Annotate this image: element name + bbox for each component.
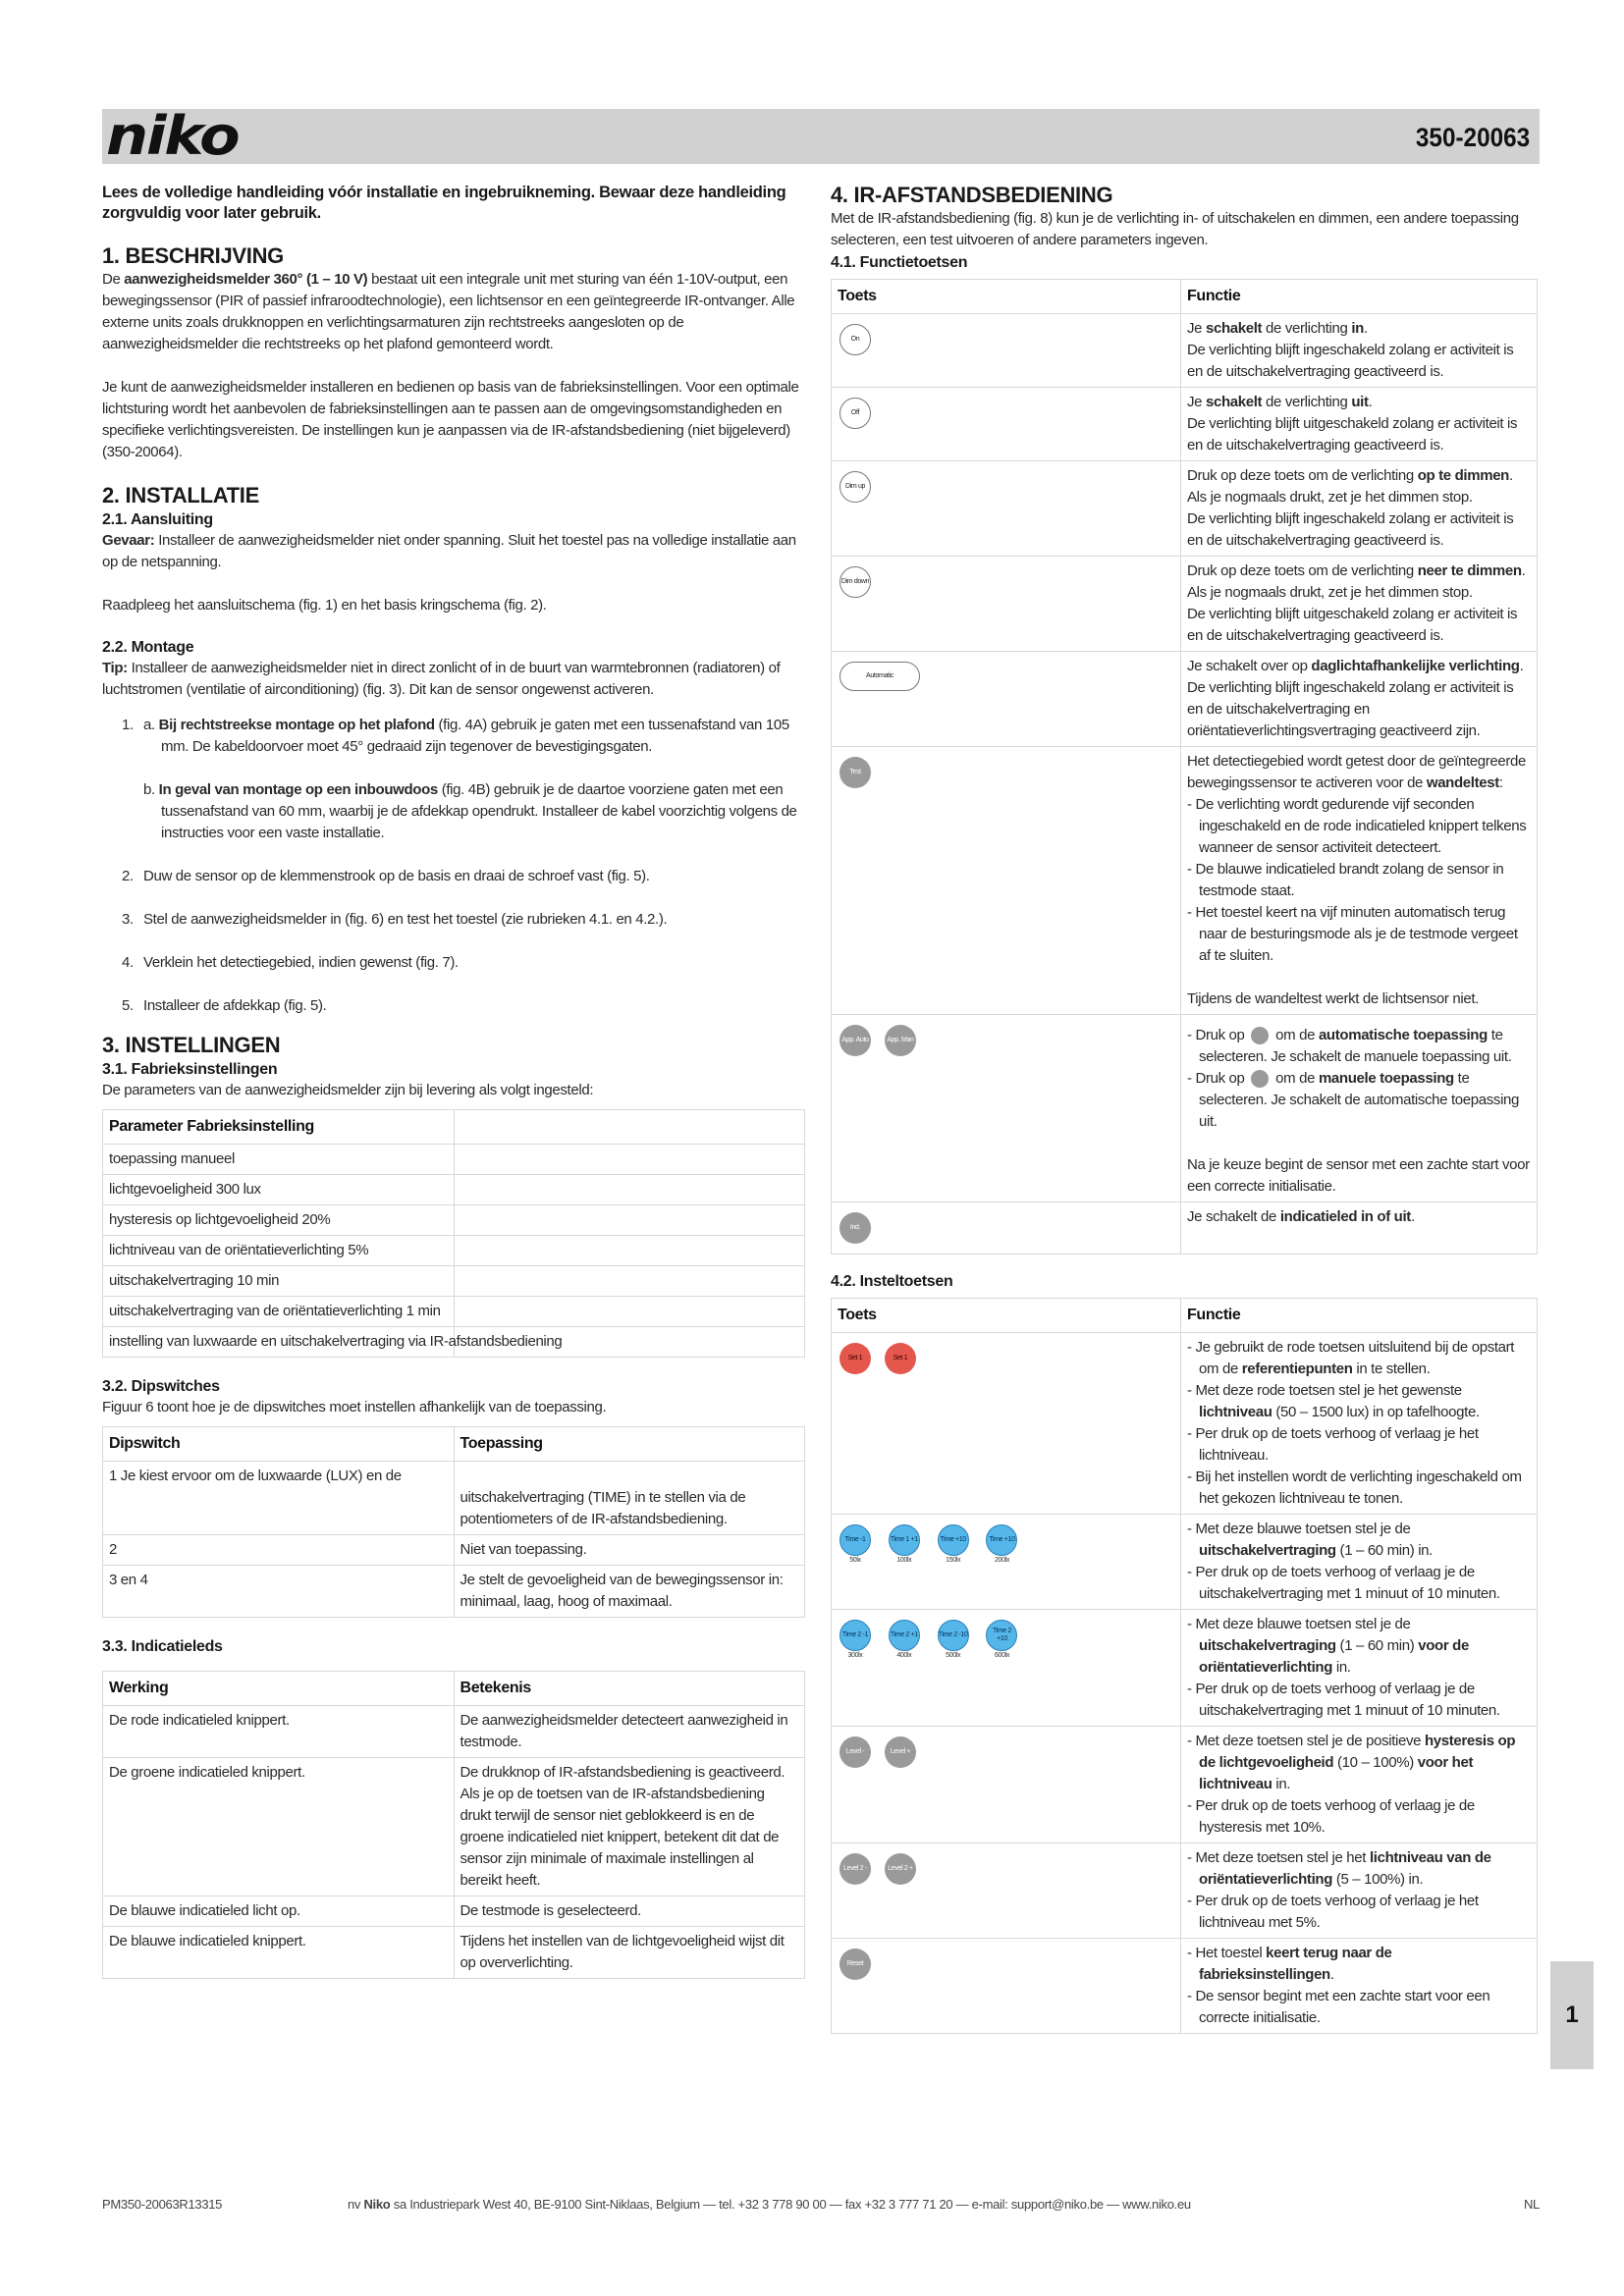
time-2-minus-1-button-icon: Time 2 -1 xyxy=(839,1620,871,1651)
danger-warning: Gevaar: Installeer de aanwezigheidsmelder niet onder spanning. Sluit het toestel pas na volledige installatie aan op de netspanning. xyxy=(102,532,796,570)
table-row: lichtniveau van de oriëntatieverlichting 5% xyxy=(103,1236,805,1266)
table-row: Test Het detectiegebied wordt getest door de geïntegreerde bewegingssensor te activeren voor de wandeltest: - De verlichting wordt gedurende vijf seconden ingeschakeld en de rode indicatieled knippert telkens wanneer de sensor activiteit detecteert. - De blauwe indicatieled brandt zolang de sensor in testmode staat. - Het toestel keert na vijf minuten automatisch terug naar de besturingsmode als je de testmode vergeet af te sluiten. Tijdens de wandeltest werkt de lichtsensor niet. xyxy=(832,747,1538,1015)
set-1-plus-button-icon: Set 1 xyxy=(885,1343,916,1374)
subsection-3-2-title: 3.2. Dipswitches xyxy=(102,1378,220,1395)
table-row: De rode indicatieled knippert. De aanwezigheidsmelder detecteert aanwezigheid in testmode. xyxy=(103,1706,805,1758)
off-button-icon: Off xyxy=(839,398,871,429)
section-1-title: 1. BESCHRIJVING xyxy=(102,243,284,268)
step-1a: a. Bij rechtstreekse montage op het plafond (fig. 4A) gebruik je gaten met een tussenafstand van 105 mm. De kabeldoorvoer moet 45° gedraaid zijn tegenover de bevestigingsgaten. xyxy=(143,717,789,755)
level-plus-button-icon: Level + xyxy=(885,1736,916,1768)
company-address: nv Niko sa Industriepark West 40, BE-9100 Sint-Niklaas, Belgium — tel. +32 3 778 90 00 — fax +32 3 777 71 20 — e-mail: support@niko.be — www.niko.eu xyxy=(348,2197,1191,2212)
language-code: NL xyxy=(1523,2197,1540,2212)
test-button-icon: Test xyxy=(839,757,871,788)
right-column xyxy=(831,183,1538,2034)
automatic-button-icon: Automatic xyxy=(839,662,920,691)
table-row: Automatic Je schakelt over op daglichtafhankelijke verlichting. De verlichting blijft ingeschakeld zolang er activiteit is en de uitschakelvertraging en oriëntatieverlichtingsvertraging geactiveerd zijn. xyxy=(832,652,1538,747)
subsection-3-1-title: 3.1. Fabrieksinstellingen xyxy=(102,1061,278,1078)
table-row: Set 1 Set 1 - Je gebruikt de rode toetsen uitsluitend bij de opstart om de referentiepunten in te stellen. - Met deze rode toetsen stel je het gewenste lichtniveau (50 – 1500 lux) in op tafelhoogte. - Per druk op de toets verhoog of verlaag je het lichtniveau. - Bij het instellen wordt de verlichting ingeschakeld om het gekozen lichtniveau te tonen. xyxy=(832,1333,1538,1515)
intro-text: Lees de volledige handleiding vóór installatie en ingebruikneming. Bewaar deze handleiding zorgvuldig voor later gebruik. xyxy=(102,184,786,222)
header-bar xyxy=(102,105,1540,167)
step-5: 5. Installeer de afdekkap (fig. 5). xyxy=(122,997,327,1014)
indicator-leds-table: Werking Betekenis De rode indicatieled knippert. De aanwezigheidsmelder detecteert aanwezigheid in testmode. De groene indicatieled knippert. De drukknop of IR-afstandsbediening is geactiveerd. Als je op de toetsen van de IR-afstandsbediening drukt terwijl de sensor niet geblokkeerd is en de groene indicatieled niet knippert, betekent dit dat de sensor zijn minimale of maximale instellingen al bereikt heeft. De blauwe indicatieled licht op. De testmode is geselecteerd. De blauwe indicatieled knippert. Tijdens het instellen van de lichtgevoeligheid wijst dit op oververlichting. xyxy=(102,1671,805,1979)
time-minus-1-button-icon: Time -1 xyxy=(839,1524,871,1556)
left-column xyxy=(102,183,805,1979)
level-2-minus-button-icon: Level 2 - xyxy=(839,1853,871,1885)
table-row: Ind. Je schakelt de indicatieled in of uit. xyxy=(832,1202,1538,1255)
time-plus-10-button-icon: Time +10 xyxy=(986,1524,1017,1556)
setting-keys-table: Toets Functie Set 1 Set 1 - Je gebruikt de rode toetsen uitsluitend bij de opstart om de referentiepunten in te stellen. - Met deze rode toetsen stel je het gewenste lichtniveau (50 – 1500 lux) in op tafelhoogte. - Per druk op de toets verhoog of verlaag je het lichtniveau. - Bij het instellen wordt de verlichting ingeschakeld om het gekozen lichtniveau te tonen. Time -1 50lx Time 1 +1 100lx Time +10 150lx Time +10 200lx - Met deze blauwe toetsen stel je de uitschakelvertraging (1 – 60 min) in. - Per druk op de toets verhoog of verlaag je de uitschakelvertraging met 1 minuut of 10 minuten. Time 2 -1 300lx Time 2 +1 400lx Time 2 -10 500lx Time 2 +10 600lx - Met deze blauwe toetsen stel je de uitschakelvertraging (1 – 60 min) voor de oriëntatieverlichting in. - Per druk op de toets verhoog of verlaag je de uitschakelvertraging met 1 minuut of 10 minuten. Level - Level + - Met deze toetsen stel je de positieve hysteresis op de lichtgevoeligheid (10 – 100%) voor het lichtniveau in. - Per druk op de toets verhoog of verlaag je de hysteresis met 10%. Level 2 - Level 2 + - Met deze toetsen stel je het lichtniveau van de oriëntatieverlichting (5 – 100%) in. - Per druk op de toets verhoog of verlaag je het lichtniveau met 5%. Reset - Het toestel keert terug naar de fabrieksinstellingen. - De sensor begint met een zachte start voor een correcte initialisatie. xyxy=(831,1298,1538,2034)
table-row: instelling van luxwaarde en uitschakelvertraging via IR-afstandsbediening xyxy=(103,1327,805,1358)
table-row: Reset - Het toestel keert terug naar de fabrieksinstellingen. - De sensor begint met een zachte start voor een correcte initialisatie. xyxy=(832,1939,1538,2034)
step-1: 1. a. Bij rechtstreekse montage op het plafond (fig. 4A) gebruik je gaten met een tussenafstand van 105 mm. De kabeldoorvoer moet 45° gedraaid zijn tegenover de bevestigingsgaten. b. In geval van montage op een inbouwdoos (fig. 4B) gebruik je de daartoe voorziene gaten met een tussenafstand van 60 mm, waarbij je de afdekkap opendrukt. Installeer de kabel voorzichtig volgens de instructies voor een vaste installatie. xyxy=(102,715,805,844)
subsection-2-1-title: 2.1. Aansluiting xyxy=(102,511,213,528)
section-1-paragraph-2: Je kunt de aanwezigheidsmelder installeren en bedienen op basis van de fabrieksinstellingen. Voor een optimale lichtsturing wordt het aanbevolen de fabrieksinstellingen aan te passen aan de omgevingsomstandigheden en specifieke verlichtingsvereisten. De instellingen kun je aanpassen via de IR-afstandsbediening (niet bijgeleverd) (350-20064). xyxy=(102,379,799,460)
section-4-title: 4. IR-AFSTANDSBEDIENING xyxy=(831,183,1113,207)
table-row: Time -1 50lx Time 1 +1 100lx Time +10 150lx Time +10 200lx - Met deze blauwe toetsen stel je de uitschakelvertraging (1 – 60 min) in. - Per druk op de toets verhoog of verlaag je de uitschakelvertraging met 1 minuut of 10 minuten. xyxy=(832,1515,1538,1610)
table-row: Dim down Druk op deze toets om de verlichting neer te dimmen. Als je nogmaals drukt, zet je het dimmen stop. De verlichting blijft uitgeschakeld zolang er activiteit is en de uitschakelvertraging geactiveerd is. xyxy=(832,557,1538,652)
page-number-tab: 1 xyxy=(1550,1961,1594,2069)
subsection-3-3-title: 3.3. Indicatieleds xyxy=(102,1638,223,1655)
section-2-title: 2. INSTALLATIE xyxy=(102,483,259,507)
time-plus-1-button-icon: Time 1 +1 xyxy=(889,1524,920,1556)
table-row: Level 2 - Level 2 + - Met deze toetsen stel je het lichtniveau van de oriëntatieverlichting (5 – 100%) in. - Per druk op de toets verhoog of verlaag je het lichtniveau met 5%. xyxy=(832,1843,1538,1939)
table-row: uitschakelvertraging 10 min xyxy=(103,1266,805,1297)
table-row: Off Je schakelt de verlichting uit. De verlichting blijft uitgeschakeld zolang er activiteit is en de uitschakelvertraging geactiveerd is. xyxy=(832,388,1538,461)
app-man-mini-icon xyxy=(1251,1070,1269,1088)
table-row: Level - Level + - Met deze toetsen stel je de positieve hysteresis op de lichtgevoeligheid (10 – 100%) voor het lichtniveau in. - Per druk op de toets verhoog of verlaag je de hysteresis met 10%. xyxy=(832,1727,1538,1843)
time-2-plus-10-button-icon: Time 2 +10 xyxy=(986,1620,1017,1651)
function-keys-table: Toets Functie On Je schakelt de verlichting in. De verlichting blijft ingeschakeld zolang er activiteit is en de uitschakelvertraging geactiveerd is. Off Je schakelt de verlichting uit. De verlichting blijft uitgeschakeld zolang er activiteit is en de uitschakelvertraging geactiveerd is. Dim up Druk op deze toets om de verlichting op te dimmen. Als je nogmaals drukt, zet je het dimmen stop. De verlichting blijft ingeschakeld zolang er activiteit is en de uitschakelvertraging geactiveerd is. Dim down Druk op deze toets om de verlichting neer te dimmen. Als je nogmaals drukt, zet je het dimmen stop. De verlichting blijft uitgeschakeld zolang er activiteit is en de uitschakelvertraging geactiveerd is. Automatic Je schakelt over op daglichtafhankelijke verlichting. De verlichting blijft ingeschakeld zolang er activiteit is en de uitschakelvertraging en oriëntatieverlichtingsvertraging geactiveerd zijn. Test Het detectiegebied wordt getest door de geïntegreerde bewegingssensor te activeren voor de wandeltest: - De verlichting wordt gedurende vijf seconden ingeschakeld en de rode indicatieled knippert telkens wanneer de sensor activiteit detecteert. - De blauwe indicatieled brandt zolang de sensor in testmode staat. - Het toestel keert na vijf minuten automatisch terug naar de besturingsmode als je de testmode vergeet af te sluiten. Tijdens de wandeltest werkt de lichtsensor niet. App. Auto App. Man - Druk op om de automatische toepassing te selecteren. Je schakelt de manuele toepassing uit. - Druk op om de manuele toepassing te selecteren. Je schakelt de automatische toepassing uit. Na je keuze begint de sensor met een zachte start voor een correcte initialisatie. Ind. Je schakelt de indicatieled in of uit. xyxy=(831,279,1538,1255)
section-1-paragraph-1: De aanwezigheidsmelder 360° (1 – 10 V) bestaat uit een integrale unit met sturing van één 1-10V-output, een bewegingssensor (PIR of passief infraroodtechnologie), een lichtsensor en een geïntegreerde IR-ontvanger. Alle externe units zoals drukknoppen en verlichtingsarmaturen zijn rechtstreeks aangesloten op de aanwezigheidsmelder die rechtstreeks op het plafond gemonteerd wordt. xyxy=(102,271,795,352)
time-minus-10-button-icon: Time +10 xyxy=(938,1524,969,1556)
subsection-4-2-title: 4.2. Insteltoetsen xyxy=(831,1273,953,1290)
factory-settings-table xyxy=(102,1109,805,1358)
table-row: Time 2 -1 300lx Time 2 +1 400lx Time 2 -10 500lx Time 2 +10 600lx - Met deze blauwe toetsen stel je de uitschakelvertraging (1 – 60 min) voor de oriëntatieverlichting in. - Per druk op de toets verhoog of verlaag je de uitschakelvertraging met 1 minuut of 10 minuten. xyxy=(832,1610,1538,1727)
mounting-tip: Tip: Installeer de aanwezigheidsmelder niet in direct zonlicht of in de buurt van warmtebronnen (radiatoren) of luchtstromen (ventilatie of airconditioning) (fig. 3). Dit kan de sensor ongewenst activeren. xyxy=(102,660,781,698)
table-row: Dim up Druk op deze toets om de verlichting op te dimmen. Als je nogmaals drukt, zet je het dimmen stop. De verlichting blijft ingeschakeld zolang er activiteit is en de uitschakelvertraging geactiveerd is. xyxy=(832,461,1538,557)
section-3-title: 3. INSTELLINGEN xyxy=(102,1033,281,1057)
step-4: 4. Verklein het detectiegebied, indien gewenst (fig. 7). xyxy=(122,954,459,971)
factory-settings-intro: De parameters van de aanwezigheidsmelder zijn bij levering als volgt ingesteld: xyxy=(102,1082,594,1098)
table-row: lichtgevoeligheid 300 lux xyxy=(103,1175,805,1205)
dim-down-button-icon: Dim down xyxy=(839,566,871,598)
document-number: 350-20063 xyxy=(1415,123,1530,152)
dipswitch-table: Dipswitch Toepassing 1 Je kiest ervoor om de luxwaarde (LUX) en de uitschakelvertraging (TIME) in te stellen via de potentiometers of de IR-afstandsbediening. 2 Niet van toepassing. 3 en 4 Je stelt de gevoeligheid van de bewegingssensor in: minimaal, laag, hoog of maximaal. xyxy=(102,1426,805,1618)
reset-button-icon: Reset xyxy=(839,1949,871,1980)
wiring-reference: Raadpleeg het aansluitschema (fig. 1) en het basis kringschema (fig. 2). xyxy=(102,597,547,614)
table-row: 1 Je kiest ervoor om de luxwaarde (LUX) en de uitschakelvertraging (TIME) in te stellen via de potentiometers of de IR-afstandsbediening. xyxy=(103,1462,805,1535)
app-man-button-icon: App. Man xyxy=(885,1025,916,1056)
ind-button-icon: Ind. xyxy=(839,1212,871,1244)
table-row: uitschakelvertraging van de oriëntatieverlichting 1 min xyxy=(103,1297,805,1327)
niko-logo: niko xyxy=(106,105,239,167)
section-4-intro: Met de IR-afstandsbediening (fig. 8) kun je de verlichting in- of uitschakelen en dimmen, een andere toepassing selecteren, een test uitvoeren of andere parameters ingeven. xyxy=(831,210,1519,248)
table-row: hysteresis op lichtgevoeligheid 20% xyxy=(103,1205,805,1236)
time-2-plus-1-button-icon: Time 2 +1 xyxy=(889,1620,920,1651)
table-row: De blauwe indicatieled licht op. De testmode is geselecteerd. xyxy=(103,1896,805,1927)
document-code: PM350-20063R13315 xyxy=(102,2197,223,2212)
dim-up-button-icon: Dim up xyxy=(839,471,871,503)
level-2-plus-button-icon: Level 2 + xyxy=(885,1853,916,1885)
table-row: App. Auto App. Man - Druk op om de automatische toepassing te selecteren. Je schakelt de manuele toepassing uit. - Druk op om de manuele toepassing te selecteren. Je schakelt de automatische toepassing uit. Na je keuze begint de sensor met een zachte start voor een correcte initialisatie. xyxy=(832,1015,1538,1202)
step-1b: b. In geval van montage op een inbouwdoos (fig. 4B) gebruik je de daartoe voorziene gaten met een tussenafstand van 60 mm, waarbij je de afdekkap opendrukt. Installeer de kabel voorzichtig volgens de instructies voor een vaste installatie. xyxy=(143,781,797,841)
table-row: De groene indicatieled knippert. De drukknop of IR-afstandsbediening is geactiveerd. Als je op de toetsen van de IR-afstandsbediening drukt terwijl de sensor niet geblokkeerd is en de groene indicatieled niet knippert, betekent dit dat de sensor zijn minimale of maximale instellingen al bereikt heeft. xyxy=(103,1758,805,1896)
time-2-minus-10-button-icon: Time 2 -10 xyxy=(938,1620,969,1651)
step-3: 3. Stel de aanwezigheidsmelder in (fig. 6) en test het toestel (zie rubrieken 4.1. en 4.2.). xyxy=(122,911,668,928)
table-row: toepassing manueel xyxy=(103,1145,805,1175)
app-auto-button-icon: App. Auto xyxy=(839,1025,871,1056)
on-button-icon: On xyxy=(839,324,871,355)
table-row: 2 Niet van toepassing. xyxy=(103,1535,805,1566)
app-auto-mini-icon xyxy=(1251,1027,1269,1044)
dipswitch-intro: Figuur 6 toont hoe je de dipswitches moet instellen afhankelijk van de toepassing. xyxy=(102,1399,607,1415)
table-row: 3 en 4 Je stelt de gevoeligheid van de bewegingssensor in: minimaal, laag, hoog of maximaal. xyxy=(103,1566,805,1618)
step-2: 2. Duw de sensor op de klemmenstrook op de basis en draai de schroef vast (fig. 5). xyxy=(122,868,650,884)
mounting-steps xyxy=(102,715,805,1017)
table-row: De blauwe indicatieled knippert. Tijdens het instellen van de lichtgevoeligheid wijst dit op oververlichting. xyxy=(103,1927,805,1979)
level-minus-button-icon: Level - xyxy=(839,1736,871,1768)
subsection-4-1-title: 4.1. Functietoetsen xyxy=(831,254,968,271)
subsection-2-2-title: 2.2. Montage xyxy=(102,639,194,656)
factory-table-header: Parameter Fabrieksinstelling xyxy=(103,1110,455,1145)
table-row: On Je schakelt de verlichting in. De verlichting blijft ingeschakeld zolang er activiteit is en de uitschakelvertraging geactiveerd is. xyxy=(832,314,1538,388)
set-1-minus-button-icon: Set 1 xyxy=(839,1343,871,1374)
